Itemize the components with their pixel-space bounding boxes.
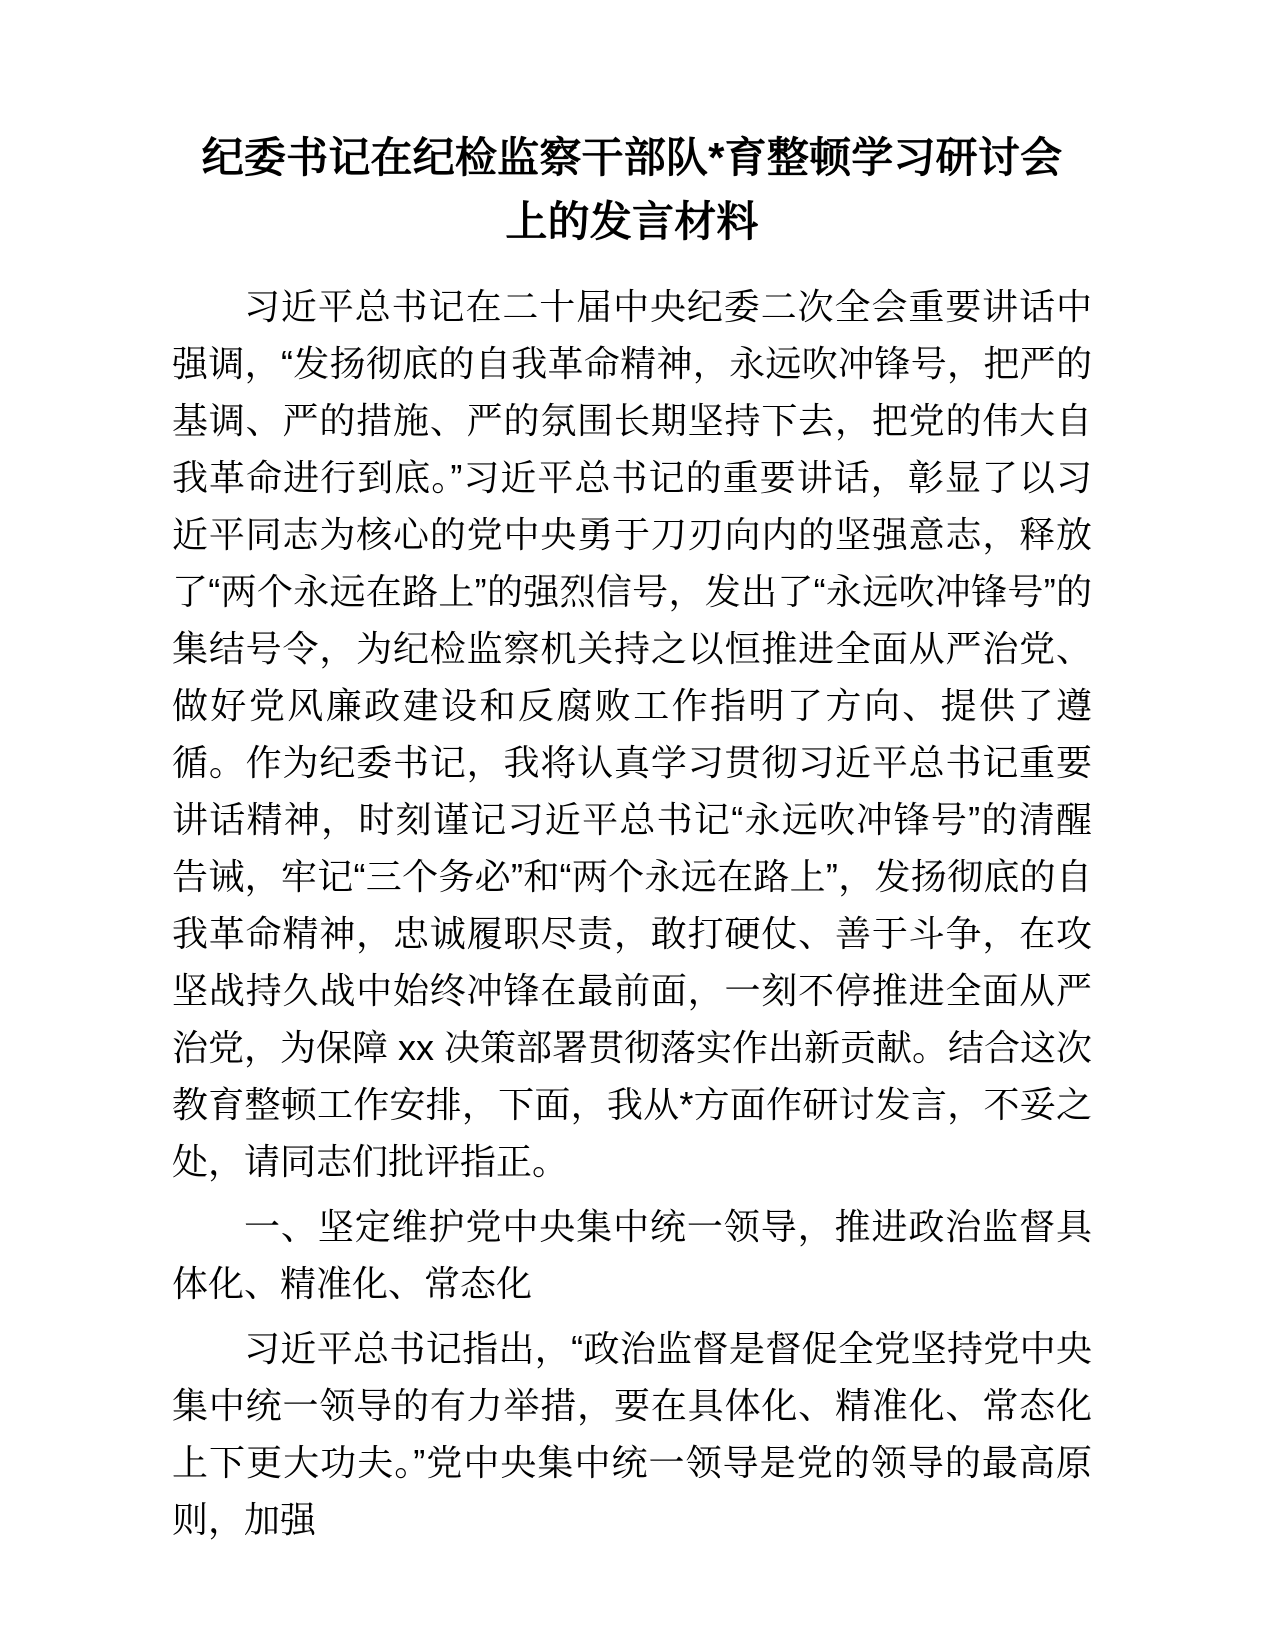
page-title-line-2: 上的发言材料 bbox=[505, 198, 759, 245]
page-title-line-1: 纪委书记在纪检监察干部队*育整顿学习研讨会 bbox=[201, 134, 1063, 181]
paragraph-spacer bbox=[172, 1312, 1092, 1320]
page-title bbox=[172, 0, 1092, 254]
document-content bbox=[172, 0, 1092, 1548]
paragraph-intro: 习近平总书记在二十届中央纪委二次全会重要讲话中强调，“发扬彻底的自我革命精神，永远吹冲锋号，把严的基调、严的措施、严的氛围长期坚持下去，把党的伟大自我革命进行到底。”习近平总书记的重要讲话，彰显了以习近平同志为核心的党中央勇于刀刃向内的坚强意志，释放了“两个永远在路上”的强烈信号，发出了“永远吹冲锋号”的集结号令，为纪检监察机关持之以恒推进全面从严治党、做好党风廉政建设和反腐败工作指明了方向、提供了遵循。作为纪委书记，我将认真学习贯彻习近平总书记重要讲话精神，时刻谨记习近平总书记“永远吹冲锋号”的清醒告诫，牢记“三个务必”和“两个永远在路上”，发扬彻底的自我革命精神，忠诚履职尽责，敢打硬仗、善于斗争，在攻坚战持久战中始终冲锋在最前面，一刻不停推进全面从严治党，为保障 xx 决策部署贯彻落实作出新贡献。结合这次教育整顿工作安排，下面，我从*方面作研讨发言，不妥之处，请同志们批评指正。 bbox=[172, 286, 1093, 1182]
paragraph-section-1-body: 习近平总书记指出，“政治监督是督促全党坚持党中央集中统一领导的有力举措，要在具体化、精准化、常态化上下更大功夫。”党中央集中统一领导是党的领导的最高原则，加强 bbox=[172, 1328, 1092, 1540]
paragraph-spacer bbox=[172, 1190, 1092, 1198]
section-heading-1: 一、坚定维护党中央集中统一领导，推进政治监督具体化、精准化、常态化 bbox=[172, 1206, 1092, 1304]
